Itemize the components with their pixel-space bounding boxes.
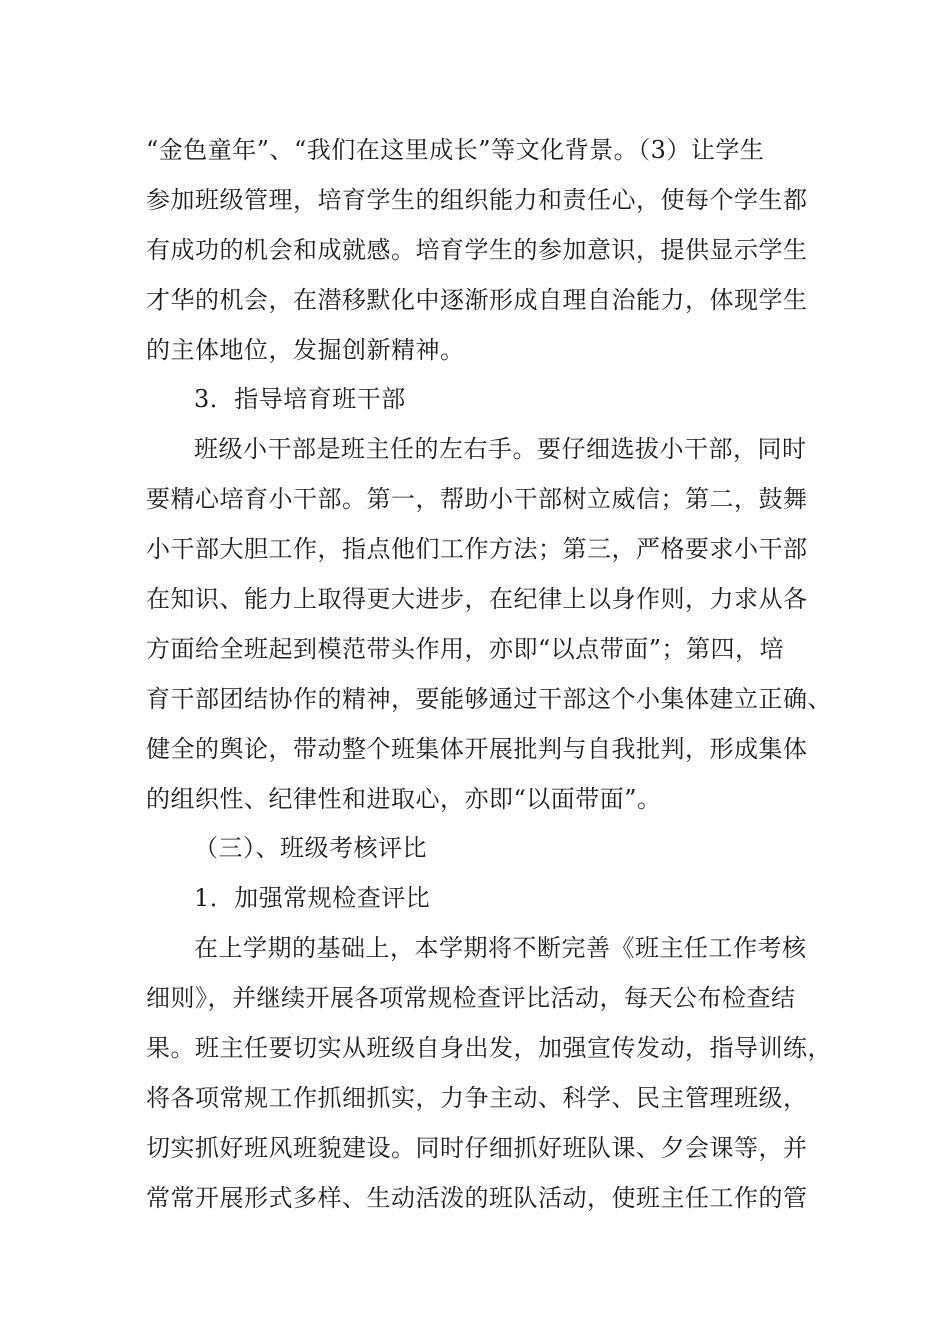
paragraph-line: 育干部团结协作的精神，要能够通过干部这个小集体建立正确、 (146, 685, 832, 713)
paragraph-line: 才华的机会，在潜移默化中逐渐形成自理自治能力，体现学生 (146, 286, 808, 314)
paragraph-line: 健全的舆论，带动整个班集体开展批判与自我批判，形成集体 (146, 735, 808, 763)
paragraph-line: 常常开展形式多样、生动活泼的班队活动，使班主任工作的管 (146, 1184, 808, 1212)
paragraph-line: 参加班级管理，培育学生的组织能力和责任心，使每个学生都 (146, 186, 808, 214)
paragraph-line: 在上学期的基础上，本学期将不断完善《班主任工作考核 (194, 934, 807, 962)
section-heading: 1．加强常规检查评比 (194, 884, 431, 912)
paragraph-line: 班级小干部是班主任的左右手。要仔细选拔小干部，同时 (194, 435, 807, 463)
paragraph-line: 小干部大胆工作，指点他们工作方法；第三，严格要求小干部 (146, 535, 808, 563)
paragraph-line: “金色童年”、“我们在这里成长”等文化背景。（3）让学生 (146, 136, 765, 164)
paragraph-line: 在知识、能力上取得更大进步，在纪律上以身作则，力求从各 (146, 585, 808, 613)
paragraph-line: 方面给全班起到模范带头作用，亦即“以点带面”；第四，培 (146, 635, 785, 663)
section-heading: （三）、班级考核评比 (194, 834, 427, 862)
paragraph-line: 将各项常规工作抓细抓实，力争主动、科学、民主管理班级， (146, 1084, 808, 1112)
paragraph-line: 的主体地位，发掘创新精神。 (146, 336, 465, 364)
paragraph-line: 细则》，并继续开展各项常规检查评比活动，每天公布检查结 (146, 984, 796, 1012)
section-heading: 3．指导培育班干部 (194, 385, 406, 413)
paragraph-line: 的组织性、纪律性和进取心，亦即“以面带面”。 (146, 785, 662, 813)
paragraph-line: 要精心培育小干部。第一，帮助小干部树立威信；第二，鼓舞 (146, 485, 808, 513)
paragraph-line: 有成功的机会和成就感。培育学生的参加意识，提供显示学生 (146, 236, 808, 264)
paragraph-line: 果。班主任要切实从班级自身出发，加强宣传发动，指导训练， (146, 1034, 832, 1062)
paragraph-line: 切实抓好班风班貌建设。同时仔细抓好班队课、夕会课等，并 (146, 1134, 808, 1162)
